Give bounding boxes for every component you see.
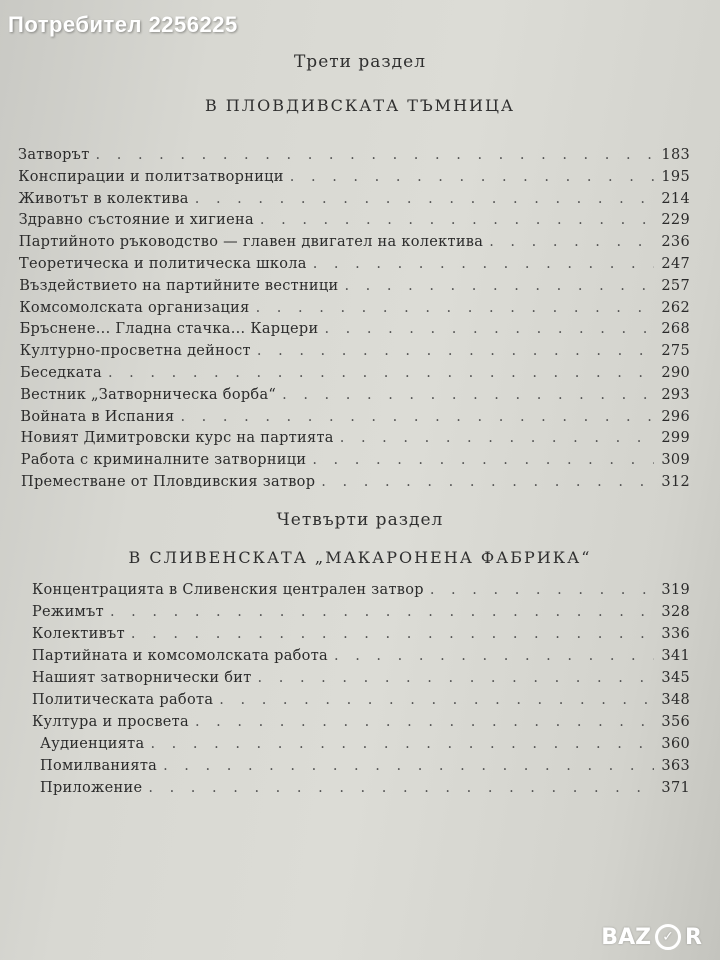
toc-leader-dots <box>150 736 654 752</box>
toc-leader-dots <box>312 452 654 468</box>
toc-leader-dots <box>180 409 654 425</box>
toc-entry-page: 257 <box>661 277 690 294</box>
toc-entry <box>18 147 690 169</box>
toc-leader-dots <box>260 212 654 228</box>
toc-entry-page: 360 <box>661 736 690 752</box>
toc-entry-page: 345 <box>661 670 690 686</box>
toc-entry-page: 348 <box>661 692 690 708</box>
toc-leader-dots <box>489 234 654 250</box>
section-3-title: Трети раздел <box>293 52 427 72</box>
toc-entry-title: Приложение <box>40 780 143 796</box>
toc-entry <box>32 692 690 714</box>
toc-leader-dots <box>96 147 654 163</box>
toc-entry-page: 371 <box>661 780 690 796</box>
toc-entry <box>32 604 690 626</box>
toc-entry <box>20 343 690 365</box>
toc-entry <box>40 736 690 758</box>
toc-entry-title: Беседката <box>20 365 102 381</box>
section-4-heading: В СЛИВЕНСКАТА „МАКАРОНЕНА ФАБРИКА“ <box>128 548 592 567</box>
toc-entry <box>20 409 690 431</box>
toc-entry-page: 236 <box>661 234 690 251</box>
toc-entry-page: 262 <box>661 299 690 316</box>
toc-entry <box>18 169 690 191</box>
toc-entry-title: Партийното ръководство — главен двигател на колектива <box>18 234 484 251</box>
toc-entry-title: Помилванията <box>40 758 158 774</box>
check-icon: ✓ <box>655 924 681 950</box>
toc-entry <box>19 212 690 234</box>
toc-entry-page: 183 <box>661 147 690 163</box>
toc-leader-dots <box>219 692 654 708</box>
toc-entry-title: Бръснене... Гладна стачка... Карцери <box>19 321 319 338</box>
toc-entry <box>20 387 690 409</box>
toc-entry-page: 247 <box>661 256 690 272</box>
toc-entry-title: Конспирации и политзатворници <box>18 168 284 185</box>
toc-entry <box>32 626 690 648</box>
logo-rest: R <box>685 924 702 950</box>
section-4-title: Четвърти раздел <box>276 510 444 530</box>
toc-entry-page: 290 <box>661 365 690 381</box>
bazar-logo <box>601 924 702 950</box>
toc-entry-title: Аудиенцията <box>40 736 145 752</box>
toc-leader-dots <box>163 758 654 774</box>
toc-entry-title: Колективът <box>32 626 125 642</box>
toc-entry <box>32 648 690 670</box>
toc-leader-dots <box>334 648 654 664</box>
toc-entry-page: 293 <box>661 386 690 403</box>
toc-leader-dots <box>321 474 654 490</box>
toc-leader-dots <box>258 670 654 686</box>
toc-entry-title: Политическата работа <box>32 692 214 708</box>
toc-entry <box>19 278 690 300</box>
toc-entry-page: 214 <box>661 190 690 207</box>
toc-entry-title: Въздействието на партийните вестници <box>19 277 339 294</box>
toc-entry-page: 356 <box>661 714 690 730</box>
toc-entry-title: Нашият затворнически бит <box>32 670 252 686</box>
toc-entry <box>40 780 690 802</box>
toc-entry <box>21 452 690 474</box>
toc-leader-dots <box>195 191 654 207</box>
toc-entry <box>20 365 690 387</box>
toc-entry-page: 328 <box>661 604 690 620</box>
toc-entry-page: 312 <box>661 474 690 490</box>
toc-leader-dots <box>256 300 654 316</box>
logo-text: BAZ <box>601 924 652 950</box>
toc-leader-dots <box>324 321 654 337</box>
toc-entry-title: Концентрацията в Сливенския централен затвор <box>32 582 424 598</box>
toc-leader-dots <box>257 343 654 359</box>
toc-entry-title: Животът в колектива <box>18 190 189 207</box>
toc-entry <box>19 234 690 256</box>
toc-entry-page: 229 <box>661 212 690 229</box>
toc-leader-dots <box>195 714 654 730</box>
toc-entry-page: 363 <box>661 758 690 774</box>
toc-entry <box>21 430 690 452</box>
toc-entry <box>19 256 690 278</box>
toc-entry-title: Партийната и комсомолската работа <box>32 648 328 664</box>
toc-entry <box>32 582 690 604</box>
toc-entry-page: 268 <box>661 321 690 338</box>
toc-entry-title: Войната в Испания <box>20 408 175 425</box>
toc-entry-page: 309 <box>661 452 690 469</box>
toc-leader-dots <box>148 780 654 796</box>
toc-leader-dots <box>340 430 654 446</box>
toc-entry <box>40 758 690 780</box>
toc-entry-page: 195 <box>661 168 690 185</box>
toc-leader-dots <box>430 582 654 598</box>
toc-entry-page: 299 <box>661 430 690 447</box>
toc-entry-page: 296 <box>661 408 690 425</box>
toc-entry-page: 275 <box>661 343 690 360</box>
toc-entry-title: Преместване от Пловдивския затвор <box>21 474 316 490</box>
toc-entry-title: Работа с криминалните затворници <box>20 452 307 469</box>
toc-leader-dots <box>290 169 654 185</box>
toc-leader-dots <box>110 604 654 620</box>
toc-entry-page: 341 <box>661 648 690 664</box>
toc-entry <box>32 714 690 736</box>
toc-entry <box>19 300 690 322</box>
toc-entry <box>32 670 690 692</box>
seller-watermark: Потребител 2256225 <box>8 12 238 37</box>
toc-entry <box>18 191 690 213</box>
toc-entry-title: Вестник „Затворническа борба“ <box>20 386 277 403</box>
toc-entry-title: Комсомолската организация <box>19 299 250 316</box>
toc-entry-title: Културно-просветна дейност <box>19 343 251 360</box>
section-3-heading: В ПЛОВДИВСКАТА ТЪМНИЦА <box>204 96 516 115</box>
toc-entry-title: Новият Димитровски курс на партията <box>20 430 334 447</box>
toc-entry-title: Режимът <box>32 604 104 620</box>
toc-entry-title: Здравно състояние и хигиена <box>18 212 254 229</box>
toc-leader-dots <box>344 278 654 294</box>
toc-leader-dots <box>108 365 654 381</box>
toc-entry <box>21 474 690 496</box>
toc-leader-dots <box>131 626 654 642</box>
toc-entry-title: Теоретическа и политическа школа <box>19 256 307 272</box>
toc-entry-title: Култура и просвета <box>32 714 189 730</box>
toc-entry <box>20 321 690 343</box>
toc-entry-page: 336 <box>661 626 690 642</box>
toc-leader-dots <box>313 256 654 272</box>
toc-entry-title: Затворът <box>18 147 90 163</box>
toc-entry-page: 319 <box>661 582 690 598</box>
toc-leader-dots <box>282 387 654 403</box>
